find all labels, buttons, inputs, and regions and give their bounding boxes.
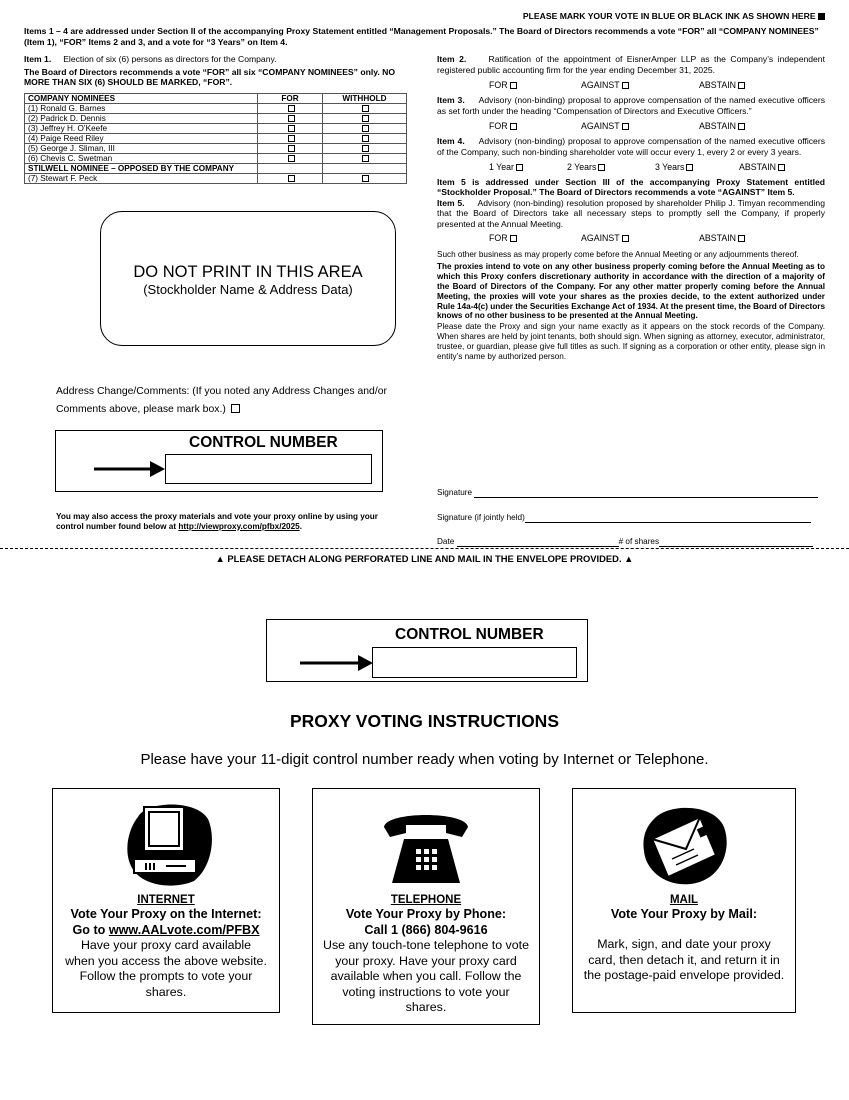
item5-intro: Item 5 is addressed under Section III of the accompanying Proxy Statement entitled “Stockholder Proposal.” The Board of Directors recommends a vote “AGAINST” Item 5. [437, 176, 825, 198]
withhold-checkbox[interactable] [362, 115, 369, 122]
mark-instruction: PLEASE MARK YOUR VOTE IN BLUE OR BLACK INK AS SHOWN HERE [480, 11, 825, 22]
item4: Item 4. Advisory (non-binding) proposal to approve compensation of the named executive officers of the Company, such non-binding shareholder vote will occur every 1, every 2 or every 3 years. [437, 136, 825, 157]
detach-instruction: ▲ PLEASE DETACH ALONG PERFORATED LINE AND MAIL IN THE ENVELOPE PROVIDED. ▲ [215, 553, 634, 564]
for-checkbox[interactable] [510, 235, 517, 242]
internet-heading: INTERNET [137, 894, 195, 906]
right-column [437, 54, 825, 361]
table-row: (5) George J. Sliman, III [25, 144, 407, 154]
mail-card: MAIL Vote Your Proxy by Mail: Mark, sign, and date your proxy card, then detach it, and return it in the postage-paid envelope provided. [572, 788, 796, 1013]
table-row: (4) Paige Reed Riley [25, 134, 407, 144]
item2-options: FOR AGAINST ABSTAIN [489, 80, 825, 92]
item5: Item 5. Advisory (non-binding) resolution proposed by shareholder Philip J. Timyan recommending that the Board of Directors take all necessary steps to promptly sell the Company, if properly presented at the Annual Meeting. [437, 197, 825, 229]
phone-number: Call 1 (866) 804-9616 [364, 923, 488, 937]
for-checkbox[interactable] [288, 105, 295, 112]
table-row: (2) Padrick D. Dennis [25, 114, 407, 124]
table-row: (3) Jeffrey H. O’Keefe [25, 124, 407, 134]
aalvote-link[interactable]: www.AALvote.com/PFBX [108, 923, 260, 937]
date-field[interactable] [457, 546, 619, 547]
filled-checkbox-icon [818, 13, 825, 20]
telephone-heading: TELEPHONE [390, 894, 462, 906]
item5-options: FOR AGAINST ABSTAIN [489, 233, 825, 245]
control-number-field[interactable] [372, 647, 577, 678]
withhold-checkbox[interactable] [362, 135, 369, 142]
table-row: (6) Chevis C. Swetman [25, 154, 407, 164]
item1-recommendation: The Board of Directors recommends a vote “FOR” all six “COMPANY NOMINEES” only. NO MORE THAN SIX (6) SHOULD BE MARKED, “FOR”. [24, 66, 396, 88]
address-change-checkbox[interactable] [231, 404, 240, 413]
withhold-checkbox[interactable] [362, 175, 369, 182]
withhold-checkbox[interactable] [362, 155, 369, 162]
abstain-checkbox[interactable] [738, 123, 745, 130]
for-checkbox[interactable] [288, 145, 295, 152]
arrow-right-icon [94, 459, 166, 479]
table-row: (1) Ronald G. Barnes [25, 104, 407, 114]
date-row: Date # of shares [437, 537, 825, 547]
viewproxy-link[interactable]: http://viewproxy.com/pfbx/2025 [178, 521, 300, 531]
for-checkbox[interactable] [288, 175, 295, 182]
withhold-checkbox[interactable] [362, 145, 369, 152]
for-checkbox[interactable] [288, 115, 295, 122]
mail-envelope-icon [634, 797, 734, 889]
against-checkbox[interactable] [622, 235, 629, 242]
telephone-icon [376, 797, 476, 889]
one-year-checkbox[interactable] [516, 164, 523, 171]
instructions-title: PROXY VOTING INSTRUCTIONS [289, 711, 559, 731]
proxies-intend: The proxies intend to vote on any other business properly coming before the Annual Meeting as to which this Proxy confers discretionary authority in accordance with the direction of a majority of the Board of Directors of the Company. For any other matter properly coming before the Annual Meeting, the proxies will vote your shares as the proxies decide, to the extent authorized under Rule 14a-4(c) under the Securities Exchange Act of 1934. At the present time, the Board of Directors knows of no other business to be presented at the Annual Meeting. [437, 262, 825, 321]
table-row: (7) Stewart F. Peck [25, 174, 407, 184]
abstain-checkbox[interactable] [778, 164, 785, 171]
two-years-checkbox[interactable] [598, 164, 605, 171]
for-checkbox[interactable] [510, 123, 517, 130]
control-number-panel: CONTROL NUMBER [55, 430, 383, 492]
other-business: Such other business as may properly come before the Annual Meeting or any adjournments thereof. [437, 249, 799, 259]
perforated-line [0, 548, 849, 549]
shares-field[interactable] [659, 546, 813, 547]
telephone-card: TELEPHONE Vote Your Proxy by Phone: Call 1 (866) 804-9616 Use any touch-tone telephone to vote your proxy. Have your proxy card available when you call. Follow the voting instructions to vote your shares. [312, 788, 540, 1025]
item2: Item 2. Ratification of the appointment of EisnerAmper LLP as the Company’s independent registered public accounting firm for the year ending December 31, 2025. [437, 54, 825, 75]
please-date: Please date the Proxy and sign your name exactly as it appears on the stock records of the Company. When shares are held by joint tenants, both should sign. When signing as attorney, executor, administrator, trustee, or guardian, please give full titles as such. If signing as a corporation or other entity, please sign in entity’s name by authorized person. [437, 322, 825, 361]
intro-text: Items 1 – 4 are addressed under Section II of the accompanying Proxy Statement entitled “Management Proposals.” The Board of Directors recommends a vote “FOR” all “COMPANY NOMINEES” (Item 1), “FOR” Items 2 and 3, and a vote for “3 Years” on Item 4. [24, 26, 819, 47]
stilwell-header: STILWELL NOMINEE – OPPOSED BY THE COMPANY [25, 164, 258, 174]
abstain-checkbox[interactable] [738, 82, 745, 89]
nominees-header: COMPANY NOMINEES [25, 94, 258, 104]
withhold-checkbox[interactable] [362, 125, 369, 132]
address-change: Address Change/Comments: (If you noted any Address Changes and/or Comments above, please mark box.) [56, 386, 387, 415]
for-checkbox[interactable] [510, 82, 517, 89]
online-access: You may also access the proxy materials and vote your proxy online by using your control number found below at http://viewproxy.com/pfbx/2025. [56, 512, 378, 531]
against-checkbox[interactable] [622, 82, 629, 89]
instructions-subtitle: Please have your 11-digit control number ready when voting by Internet or Telephone. [140, 751, 709, 768]
signature-joint-field[interactable] [525, 522, 811, 523]
for-checkbox[interactable] [288, 125, 295, 132]
item3-options: FOR AGAINST ABSTAIN [489, 121, 825, 133]
control-number-panel-bottom: CONTROL NUMBER [266, 619, 588, 682]
item3: Item 3. Advisory (non-binding) proposal to approve compensation of the named executive officers as set forth under the heading “Compensation of Directors and Executive Officers.” [437, 95, 825, 116]
no-print-area: DO NOT PRINT IN THIS AREA (Stockholder Name & Address Data) [100, 211, 396, 346]
item4-options: 1 Year 2 Years 3 Years ABSTAIN [489, 162, 825, 174]
against-checkbox[interactable] [622, 123, 629, 130]
mail-heading: MAIL [669, 894, 699, 906]
arrow-right-icon [300, 653, 374, 673]
for-checkbox[interactable] [288, 155, 295, 162]
item1-block: Item 1. Election of six (6) persons as directors for the Company. The Board of Directors recommends a vote “FOR” all six “COMPANY NOMINEES” only. NO MORE THAN SIX (6) SHOULD BE MARKED, “FOR”. [24, 54, 407, 88]
abstain-checkbox[interactable] [738, 235, 745, 242]
withhold-checkbox[interactable] [362, 105, 369, 112]
signature-row: Signature [437, 488, 825, 498]
signature-joint-row: Signature (if jointly held) [437, 513, 825, 523]
computer-icon [116, 797, 216, 889]
internet-card: INTERNET Vote Your Proxy on the Internet: Go to www.AALvote.com/PFBX Have your proxy card available when you access the above website. Follow the prompts to vote your shares. [52, 788, 280, 1013]
three-years-checkbox[interactable] [686, 164, 693, 171]
signature-field[interactable] [474, 497, 818, 498]
nominees-table: COMPANY NOMINEES FOR WITHHOLD (1) Ronald G. Barnes (2) Padrick D. Dennis (3) Jeffrey H. O’Keefe (4) Paige Reed Riley (5) George J. Sliman, III (6) Chevis C. Swetman STILWELL NOMINEE – OPPOSED BY THE COMPANY (7) Stewart F. Peck [24, 93, 407, 184]
control-number-field[interactable] [165, 454, 372, 484]
for-checkbox[interactable] [288, 135, 295, 142]
